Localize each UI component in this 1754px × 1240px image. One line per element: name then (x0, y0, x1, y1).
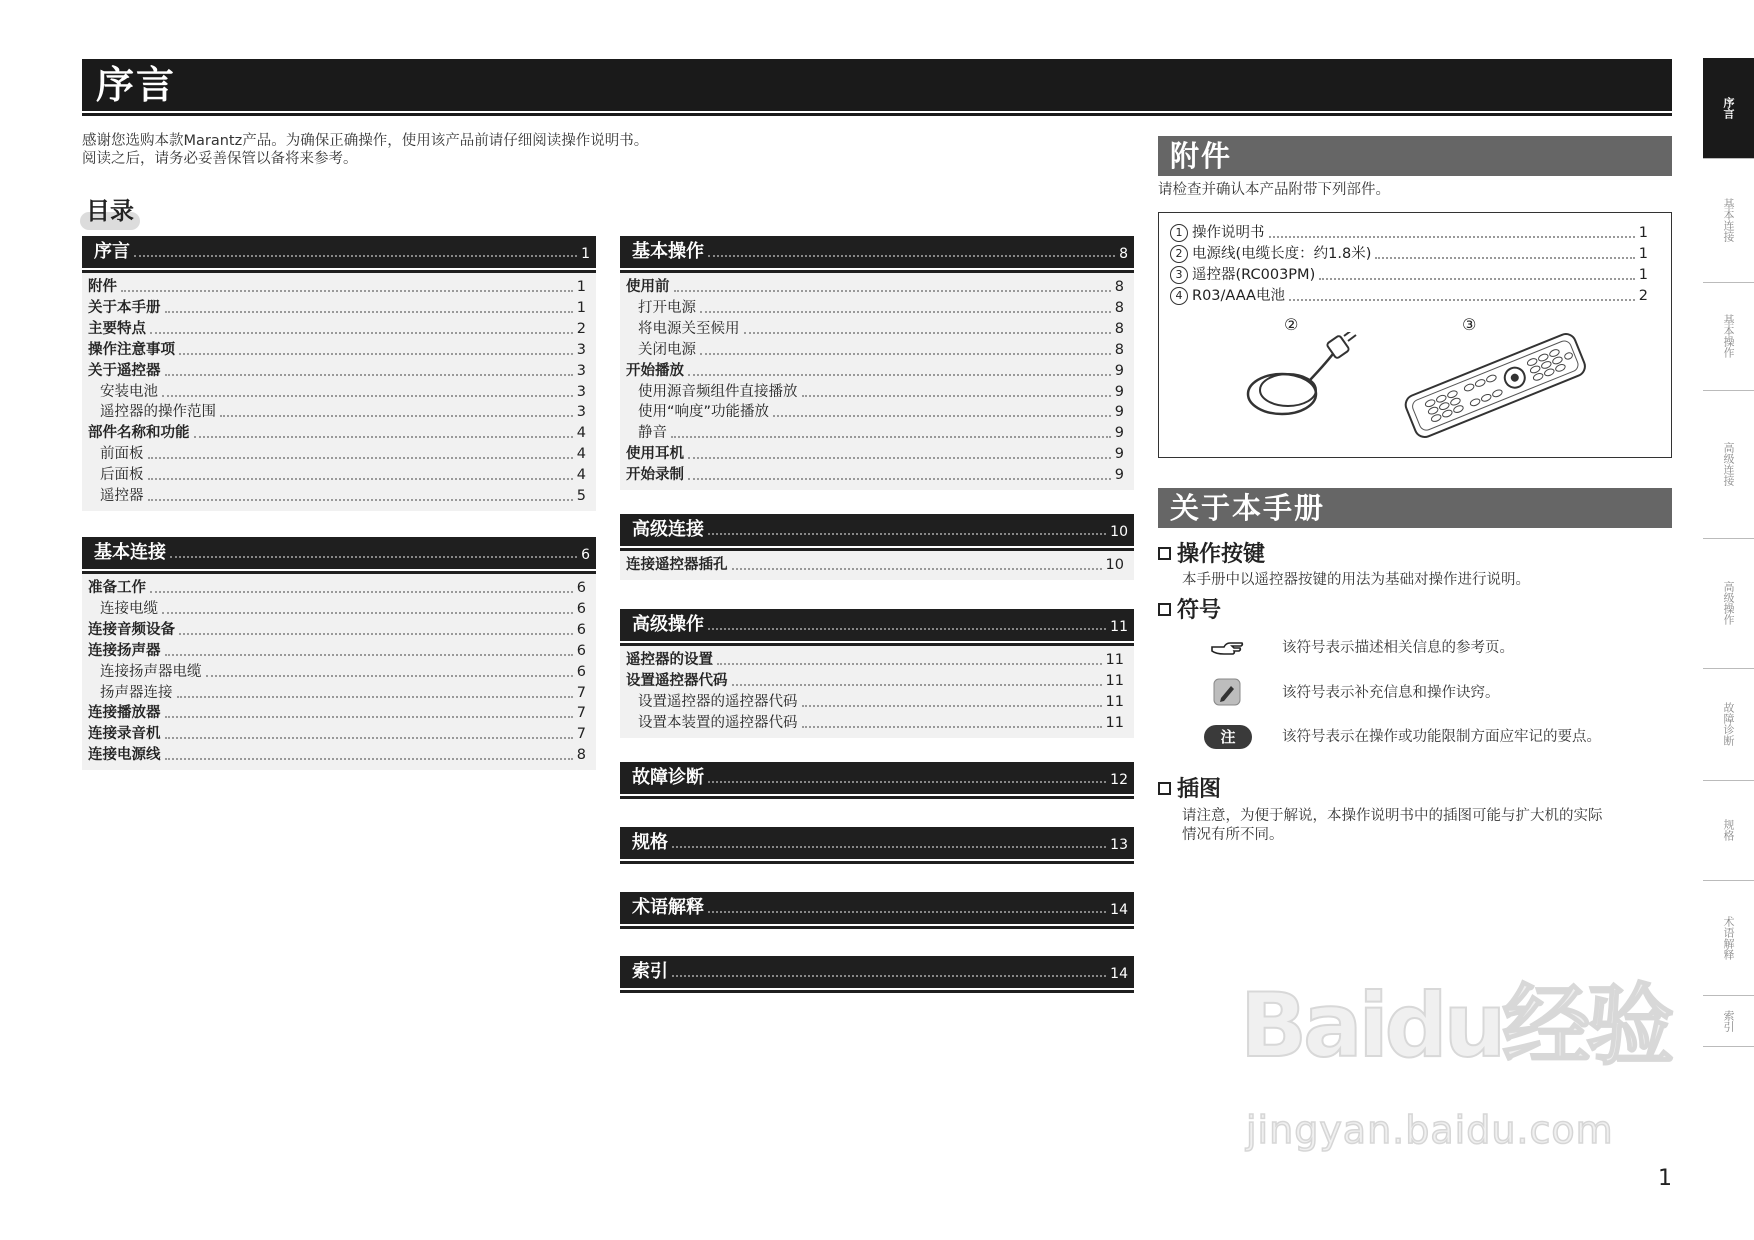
toc-entry-page: 3 (576, 404, 586, 421)
toc-leader-dots (672, 846, 1106, 848)
side-tab-label: 高级连接 (1722, 442, 1735, 486)
note-badge-icon: 注 (1204, 725, 1252, 749)
toc-leader-dots (150, 591, 573, 593)
toc-entry[interactable] (626, 298, 1124, 318)
symbol-text-3: 该符号表示在操作或功能限制方面应牢记的要点。 (1282, 729, 1601, 745)
toc-leader-dots (121, 290, 573, 292)
toc-entry-page: 8 (1114, 279, 1124, 295)
toc-entry[interactable] (88, 361, 586, 381)
toc-entry-label: 扬声器连接 (100, 684, 173, 701)
toc-entry[interactable] (88, 382, 586, 402)
accessories-desc: 请检查并确认本产品附带下列部件。 (1158, 182, 1390, 198)
side-tab[interactable] (1703, 158, 1754, 283)
toc-entry[interactable] (626, 361, 1124, 381)
toc-entry-label: 打开电源 (638, 299, 696, 316)
side-tab[interactable] (1703, 995, 1754, 1047)
side-tab-label: 规格 (1722, 819, 1735, 841)
toc-section-page: 11 (1110, 619, 1128, 635)
toc-entry-page: 3 (576, 341, 586, 358)
toc-entry-label: 遥控器 (100, 488, 144, 504)
accessory-label: 电源线(电缆长度：约1.8米) (1192, 246, 1372, 262)
toc-entry[interactable] (626, 465, 1124, 485)
side-tab[interactable] (1703, 58, 1754, 159)
side-tab-label: 高级操作 (1722, 581, 1735, 625)
toc-entry-page: 7 (576, 684, 586, 701)
toc-entry[interactable] (88, 578, 586, 598)
toc-entry-page: 9 (1114, 362, 1124, 379)
toc-entry-label: 设置遥控器的遥控器代码 (638, 693, 798, 710)
toc-section-header[interactable] (620, 514, 1134, 546)
op-keys-heading (1158, 542, 1265, 568)
toc-entry-label: 遥控器的设置 (626, 652, 713, 668)
toc-entry-page: 6 (576, 621, 586, 638)
toc-entry-page: 9 (1114, 467, 1124, 484)
toc-section-page: 14 (1110, 966, 1128, 982)
illustrations-heading (1158, 777, 1221, 803)
side-tab[interactable] (1703, 668, 1754, 781)
toc-leader-dots (802, 705, 1102, 707)
toc-entry[interactable] (626, 382, 1124, 402)
accessory-leader-dots (1289, 299, 1635, 301)
toc-section-page: 13 (1110, 837, 1128, 853)
toc-section-page: 10 (1110, 524, 1128, 540)
toc-entry-label: 遥控器的操作范围 (100, 404, 216, 421)
side-tab[interactable] (1703, 282, 1754, 391)
toc-entry[interactable] (88, 724, 586, 744)
toc-entry-label: 静音 (638, 425, 667, 442)
toc-leader-dots (744, 332, 1111, 334)
toc-leader-dots (708, 255, 1115, 257)
checkbox-square-icon (1158, 603, 1171, 616)
toc-entry-page: 8 (1114, 341, 1124, 358)
toc-section-title: 索引 (632, 961, 668, 982)
toc-leader-dots (732, 568, 1102, 570)
toc-entry-page: 6 (576, 663, 586, 680)
toc-section-title: 故障诊断 (632, 767, 704, 788)
toc-entry-label: 前面板 (100, 446, 144, 463)
pencil-note-icon (1213, 678, 1241, 706)
toc-entry[interactable] (88, 599, 586, 619)
accessory-number: 4 (1170, 287, 1188, 305)
toc-leader-dots (165, 758, 573, 760)
toc-entry-label: 连接扬声器 (88, 642, 161, 659)
toc-entry-label: 操作注意事项 (88, 341, 175, 358)
toc-leader-dots (708, 628, 1106, 630)
accessory-label: 操作说明书 (1192, 225, 1265, 241)
toc-entry-label: 关于遥控器 (88, 362, 161, 379)
toc-entry[interactable] (88, 486, 586, 506)
toc-entry[interactable] (626, 692, 1124, 712)
toc-leader-dots (688, 457, 1111, 459)
toc-entry-page: 3 (576, 362, 586, 379)
toc-entry[interactable] (88, 745, 586, 765)
side-tab-label: 故障诊断 (1722, 702, 1735, 746)
accessory-label: 遥控器(RC003PM) (1192, 267, 1316, 283)
toc-entry[interactable] (626, 277, 1124, 297)
toc-entry-page: 9 (1114, 383, 1124, 400)
accessory-item (1170, 265, 1648, 285)
toc-entry[interactable] (88, 465, 586, 485)
toc-leader-dots (194, 436, 573, 438)
toc-entry-page: 6 (576, 580, 586, 596)
toc-entry-page: 9 (1114, 425, 1124, 442)
toc-section-title: 基本操作 (632, 241, 704, 262)
watermark-url: jingyan.baidu.com (1246, 1108, 1614, 1152)
toc-section-title: 术语解释 (632, 897, 704, 918)
toc-section-page: 14 (1110, 902, 1128, 918)
toc-leader-dots (134, 255, 577, 257)
toc-entry-page: 4 (576, 425, 586, 442)
toc-leader-dots (165, 374, 573, 376)
toc-entry[interactable] (88, 298, 586, 318)
symbol-text-1: 该符号表示描述相关信息的参考页。 (1282, 640, 1514, 656)
figure-label-remote: ③ (1462, 315, 1477, 334)
accessories-title: 附件 (1170, 139, 1233, 173)
toc-entry-label: 关闭电源 (638, 341, 696, 358)
toc-entry[interactable] (88, 444, 586, 464)
side-tab-label: 基本连接 (1722, 198, 1735, 242)
side-tab-label: 基本操作 (1722, 314, 1735, 358)
toc-leader-dots (802, 726, 1102, 728)
toc-entry-label: 使用源音频组件直接播放 (638, 383, 798, 400)
toc-leader-dots (672, 975, 1106, 977)
toc-entry-page: 9 (1114, 446, 1124, 463)
about-manual-title: 关于本手册 (1170, 491, 1326, 525)
checkbox-square-icon (1158, 782, 1171, 795)
side-tab-label: 索引 (1722, 1009, 1735, 1032)
toc-leader-dots (732, 684, 1102, 686)
toc-section-rule (620, 990, 1134, 993)
toc-leader-dots (708, 533, 1106, 535)
toc-leader-dots (165, 737, 573, 739)
toc-entry-page: 4 (576, 467, 586, 484)
hand-pointer-icon (1210, 638, 1244, 658)
op-keys-text: 本手册中以遥控器按键的用法为基础对操作进行说明。 (1182, 572, 1530, 588)
intro-line-1: 感谢您选购本款Marantz产品。为确保正确操作，使用该产品前请仔细阅读操作说明书。 (82, 133, 649, 149)
toc-leader-dots (674, 290, 1111, 292)
side-tab[interactable] (1703, 880, 1754, 996)
symbols-title: 符号 (1177, 598, 1222, 623)
accessory-leader-dots (1269, 236, 1635, 238)
toc-leader-dots (148, 499, 573, 501)
toc-section-title: 高级连接 (632, 519, 704, 540)
accessory-number: 2 (1170, 245, 1188, 263)
checkbox-square-icon (1158, 547, 1171, 560)
toc-entry-label: 使用耳机 (626, 446, 684, 463)
toc-leader-dots (206, 675, 573, 677)
toc-entry-page: 10 (1105, 557, 1124, 573)
toc-entry-page: 8 (1114, 299, 1124, 316)
toc-entry[interactable] (88, 402, 586, 422)
toc-leader-dots (150, 332, 573, 334)
toc-entry-label: 连接遥控器插孔 (626, 557, 728, 573)
toc-entry-page: 11 (1105, 693, 1124, 710)
toc-entry-page: 2 (576, 320, 586, 337)
side-tab-label: 术语解释 (1722, 915, 1735, 960)
toc-leader-dots (802, 395, 1111, 397)
toc-entry-label: 使用前 (626, 279, 670, 295)
toc-entry-page: 1 (576, 299, 586, 316)
toc-entry[interactable] (88, 641, 586, 661)
toc-entry[interactable] (88, 423, 586, 443)
toc-entry[interactable] (88, 703, 586, 723)
toc-leader-dots (179, 633, 573, 635)
toc-section-page: 8 (1119, 246, 1128, 262)
toc-entry-page: 11 (1105, 652, 1124, 668)
toc-heading: 目录 (86, 197, 134, 225)
accessory-number: 3 (1170, 266, 1188, 284)
header-bar (82, 59, 1672, 111)
toc-entry-label: 开始播放 (626, 362, 684, 379)
toc-entry-page: 3 (576, 383, 586, 400)
toc-entry-label: 连接电缆 (100, 600, 158, 617)
toc-entry-label: 连接录音机 (88, 726, 161, 743)
side-tab-label: 序言 (1722, 97, 1735, 119)
toc-entry-label: 部件名称和功能 (88, 425, 190, 442)
accessory-item (1170, 286, 1648, 306)
symbols-heading (1158, 598, 1221, 624)
about-manual-header (1158, 488, 1672, 528)
toc-entry[interactable] (88, 319, 586, 339)
accessory-page: 1 (1638, 225, 1648, 241)
page-number: 1 (1658, 1166, 1672, 1191)
toc-entry-page: 7 (576, 726, 586, 743)
toc-leader-dots (148, 457, 573, 459)
header-rule (82, 113, 1672, 116)
accessory-item (1170, 223, 1648, 243)
accessory-page: 1 (1638, 267, 1648, 283)
accessory-number: 1 (1170, 224, 1188, 242)
toc-entry-label: 连接播放器 (88, 705, 161, 722)
illustrations-title: 插图 (1177, 777, 1222, 802)
toc-section-header[interactable] (82, 236, 596, 268)
toc-entry-label: 附件 (88, 279, 117, 295)
toc-entry[interactable] (626, 402, 1124, 422)
toc-leader-dots (700, 311, 1111, 313)
accessory-leader-dots (1319, 278, 1635, 280)
toc-section-title: 规格 (632, 832, 668, 853)
toc-leader-dots (708, 911, 1106, 913)
side-tab[interactable] (1703, 390, 1754, 539)
toc-entry[interactable] (88, 662, 586, 682)
toc-section-title: 高级操作 (632, 614, 704, 635)
illustrations-text-1: 请注意，为便于解说，本操作说明书中的插图可能与扩大机的实际 (1182, 808, 1603, 824)
illustrations-text-2: 情况有所不同。 (1182, 827, 1284, 843)
figure-label-cord: ② (1284, 315, 1299, 334)
remote-control-illustration (1398, 326, 1590, 444)
toc-leader-dots (179, 353, 573, 355)
toc-entry-page: 11 (1105, 672, 1124, 689)
toc-entry-label: 后面板 (100, 467, 144, 484)
toc-leader-dots (165, 716, 573, 718)
toc-section-header[interactable] (82, 537, 596, 569)
toc-entry-page: 6 (576, 642, 586, 659)
symbol-text-2: 该符号表示补充信息和操作诀窍。 (1282, 685, 1500, 701)
toc-leader-dots (162, 395, 573, 397)
toc-entry-label: 安装电池 (100, 383, 158, 400)
toc-entry-page: 8 (1114, 320, 1124, 337)
watermark-logo: Baidu经验 (1240, 974, 1671, 1077)
toc-entry-label: 将电源关至候用 (638, 320, 740, 337)
toc-section-page: 6 (581, 547, 590, 563)
toc-section-header[interactable] (620, 956, 1134, 988)
power-cord-illustration (1232, 332, 1362, 422)
toc-leader-dots (148, 478, 573, 480)
toc-entry[interactable] (88, 620, 586, 640)
toc-entry-page: 6 (576, 600, 586, 617)
toc-leader-dots (165, 654, 573, 656)
toc-section-header[interactable] (620, 609, 1134, 641)
toc-entry-label: 开始录制 (626, 467, 684, 484)
toc-entry-label: 连接扬声器电缆 (100, 663, 202, 680)
toc-entry[interactable] (88, 340, 586, 360)
toc-entry-page: 5 (576, 488, 586, 504)
toc-entry[interactable] (626, 423, 1124, 443)
toc-entry-page: 9 (1114, 404, 1124, 421)
toc-entry-label: 关于本手册 (88, 299, 161, 316)
toc-entry[interactable] (626, 555, 1124, 575)
accessory-page: 2 (1638, 288, 1648, 304)
toc-section-title: 序言 (94, 241, 130, 262)
toc-entry-page: 11 (1105, 714, 1124, 731)
accessories-header (1158, 136, 1672, 176)
accessory-page: 1 (1638, 246, 1648, 262)
toc-entry-label: 准备工作 (88, 580, 146, 596)
intro-line-2: 阅读之后，请务必妥善保管以备将来参考。 (82, 151, 358, 167)
toc-entry-label: 设置遥控器代码 (626, 672, 728, 689)
toc-section-header[interactable] (620, 892, 1134, 924)
toc-leader-dots (177, 696, 573, 698)
toc-section-header[interactable] (620, 762, 1134, 794)
toc-entry[interactable] (626, 713, 1124, 733)
toc-entry-label: 连接音频设备 (88, 621, 175, 638)
toc-section-header[interactable] (620, 236, 1134, 268)
toc-entry[interactable] (626, 671, 1124, 691)
toc-section-header[interactable] (620, 827, 1134, 859)
toc-entry[interactable] (626, 650, 1124, 670)
toc-entry-page: 8 (576, 747, 586, 764)
toc-entry-label: 主要特点 (88, 320, 146, 337)
toc-entry[interactable] (88, 277, 586, 297)
toc-section-page: 1 (581, 246, 590, 262)
op-keys-title: 操作按键 (1177, 542, 1266, 567)
toc-leader-dots (688, 478, 1111, 480)
side-tab[interactable] (1703, 538, 1754, 669)
page-title: 序言 (96, 63, 177, 107)
toc-entry[interactable] (626, 444, 1124, 464)
toc-leader-dots (220, 415, 573, 417)
toc-leader-dots (708, 781, 1106, 783)
accessory-label: R03/AAA电池 (1192, 288, 1285, 304)
toc-leader-dots (162, 612, 573, 614)
toc-leader-dots (671, 436, 1111, 438)
toc-leader-dots (165, 311, 573, 313)
toc-leader-dots (170, 556, 577, 558)
toc-entry-page: 1 (576, 279, 586, 295)
toc-section-page: 12 (1110, 772, 1128, 788)
toc-section-title: 基本连接 (94, 542, 166, 563)
toc-section-rule (620, 926, 1134, 929)
toc-entry[interactable] (626, 340, 1124, 360)
accessory-leader-dots (1375, 257, 1635, 259)
toc-leader-dots (773, 415, 1111, 417)
toc-entry-label: 使用“响度”功能播放 (638, 404, 770, 421)
toc-entry-page: 4 (576, 446, 586, 463)
toc-entry[interactable] (88, 683, 586, 703)
toc-leader-dots (717, 663, 1102, 665)
toc-leader-dots (700, 353, 1111, 355)
toc-leader-dots (688, 374, 1111, 376)
toc-section-rule (620, 796, 1134, 799)
accessory-item (1170, 244, 1648, 264)
toc-entry-label: 设置本装置的遥控器代码 (638, 714, 798, 731)
side-tab[interactable] (1703, 780, 1754, 881)
toc-entry-page: 7 (576, 705, 586, 722)
toc-entry-label: 连接电源线 (88, 747, 161, 764)
toc-section-rule (620, 861, 1134, 864)
toc-entry[interactable] (626, 319, 1124, 339)
